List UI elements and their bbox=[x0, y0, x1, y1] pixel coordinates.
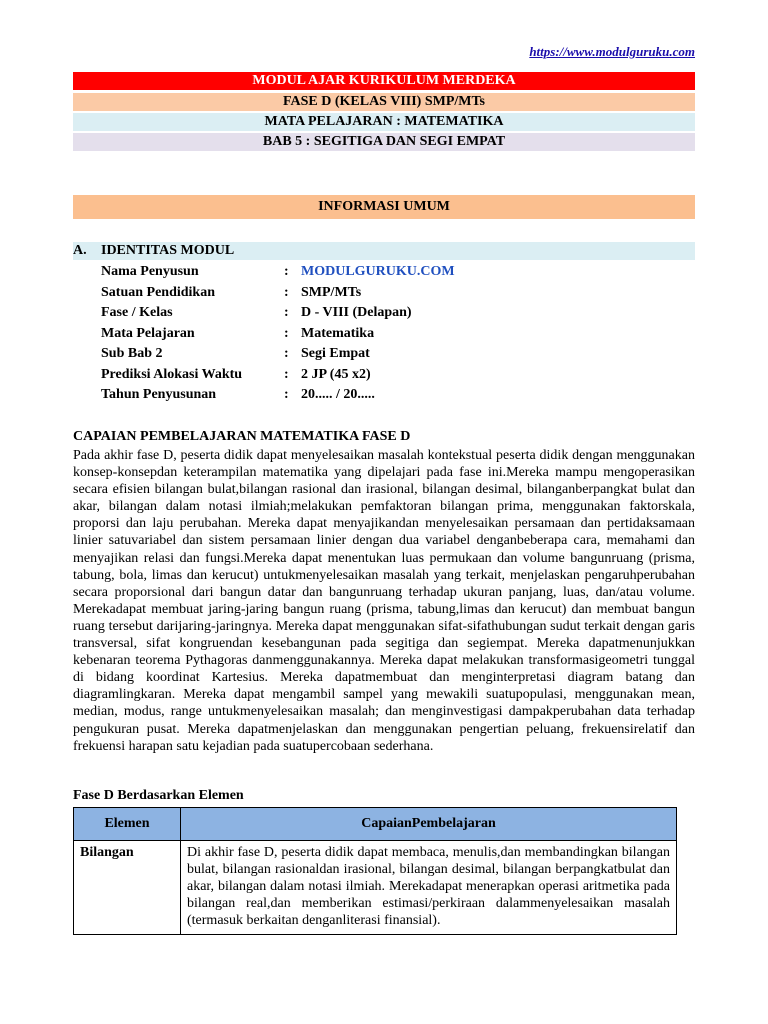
identity-value: Matematika bbox=[301, 326, 375, 341]
identity-colon: : bbox=[284, 285, 289, 300]
subject-band: MATA PELAJARAN : MATEMATIKA bbox=[73, 113, 695, 131]
phase-band: FASE D (KELAS VIII) SMP/MTs bbox=[73, 93, 695, 111]
identity-label: Fase / Kelas bbox=[101, 305, 173, 320]
learning-outcomes-heading: CAPAIAN PEMBELAJARAN MATEMATIKA FASE D bbox=[73, 429, 411, 444]
identity-row bbox=[101, 262, 701, 282]
phase-elements-heading: Fase D Berdasarkan Elemen bbox=[73, 788, 244, 803]
general-info-heading: INFORMASI UMUM bbox=[73, 195, 695, 219]
identity-label: Prediksi Alokasi Waktu bbox=[101, 367, 243, 382]
identity-colon: : bbox=[284, 264, 289, 279]
identity-colon: : bbox=[284, 367, 289, 382]
table-header-row bbox=[74, 808, 677, 841]
identity-label: Sub Bab 2 bbox=[101, 346, 163, 361]
section-title: IDENTITAS MODUL bbox=[101, 243, 235, 258]
identity-colon: : bbox=[284, 326, 289, 341]
identity-label: Tahun Penyusunan bbox=[101, 387, 217, 402]
element-cell: Bilangan bbox=[74, 841, 181, 935]
identity-label: Mata Pelajaran bbox=[101, 326, 195, 341]
module-title-band: MODUL AJAR KURIKULUM MERDEKA bbox=[73, 72, 695, 90]
learning-outcomes-paragraph: Pada akhir fase D, peserta didik dapat menyelesaikan masalah kontekstual peserta didik dengan menggunakan konsep-konsepdan keterampilan matematika yang dipelajari pada fase ini.Mereka mampu mengoperasikan secara efisien bilangan bulat,bilangan rasional dan irasional, bilangan desimal, bilanganberpangkat bulat dan akar, bilangan dalam notasi ilmiah;melakukan pemfaktoran bilangan prima, menggunakan faktorskala, proporsi dan laju perubahan. Mereka dapat menyajikandan menyelesaikan persamaan dan pertidaksamaan linier satuvariabel dan sistem persamaan linier dengan dua variabel denganbeberapa cara, memahami dan menyajikan relasi dan fungsi.Mereka dapat menentukan luas permukaan dan volume bangunruang (prisma, tabung, bola, limas dan kerucut) untukmenyelesaikan masalah yang terkait, menjelaskan pengaruhperubahan secara proporsional dari bangun datar dan bangunruang terhadap ukuran panjang, luas, dan/atau volume. Merekadapat membuat jaring-jaring bangun ruang (prisma, tabung,limas dan kerucut) dan membuat bangun ruang tersebut darijaring-jaringnya. Mereka dapat menggunakan sifat-sifathubungan sudut terkait dengan garis transversal, sifat kongruendan kesebangunan pada segitiga dan segiempat. Mereka dapatmenunjukkan kebenaran teorema Pythagoras danmenggunakannya. Mereka dapat melakukan transformasigeometri tunggal di bidang koordinat Kartesius. Mereka dapatmembuat dan menginterpretasi diagram batang dan diagramlingkaran. Mereka dapat mengambil sampel yang mewakili suatupopulasi, menggunakan mean, median, modus, range untukmenyelesaikan masalah; dan menginvestigasi dampakperubahan data terhadap pengukuran pusat. Mereka dapatmenjelaskan dan menggunakan pengertian peluang, frekuensirelatif dan frekuensi harapan satu kejadian pada suatupercobaan sederhana. bbox=[73, 448, 695, 754]
column-header-elemen: Elemen bbox=[74, 808, 181, 841]
outcome-cell: Di akhir fase D, peserta didik dapat membaca, menulis,dan membandingkan bilangan bulat, bilangan rasionaldan irasional, bilangan desimal, bilangan berpangkatbulat dan akar, bilangan dalam notasi ilmiah. Merekadapat menerapkan operasi aritmetika pada bilangan real,dan memberikan estimasi/perkiraan dalammenyelesaikan masalah (termasuk berkaitan denganliterasi finansial). bbox=[181, 841, 677, 935]
column-header-capaian: CapaianPembelajaran bbox=[181, 808, 677, 841]
chapter-band: BAB 5 : SEGITIGA DAN SEGI EMPAT bbox=[73, 133, 695, 151]
identity-row bbox=[101, 283, 701, 303]
identity-value: 2 JP (45 x2) bbox=[301, 367, 371, 382]
identity-value[interactable]: MODULGURUKU.COM bbox=[301, 264, 455, 279]
elements-table bbox=[73, 807, 677, 935]
identity-row bbox=[101, 303, 701, 323]
identity-row bbox=[101, 385, 701, 405]
identity-label: Satuan Pendidikan bbox=[101, 285, 215, 300]
table-row bbox=[74, 841, 677, 935]
identity-row bbox=[101, 365, 701, 385]
identity-value: 20..... / 20..... bbox=[301, 387, 375, 402]
identity-label: Nama Penyusun bbox=[101, 264, 199, 279]
identity-row bbox=[101, 324, 701, 344]
identity-section-heading bbox=[73, 242, 695, 260]
identity-value: D - VIII (Delapan) bbox=[301, 305, 412, 320]
identity-row bbox=[101, 344, 701, 364]
section-letter: A. bbox=[73, 243, 87, 258]
identity-colon: : bbox=[284, 305, 289, 320]
website-link[interactable]: https://www.modulguruku.com bbox=[529, 44, 695, 59]
identity-colon: : bbox=[284, 387, 289, 402]
identity-colon: : bbox=[284, 346, 289, 361]
identity-value: SMP/MTs bbox=[301, 285, 362, 300]
identity-value: Segi Empat bbox=[301, 346, 370, 361]
